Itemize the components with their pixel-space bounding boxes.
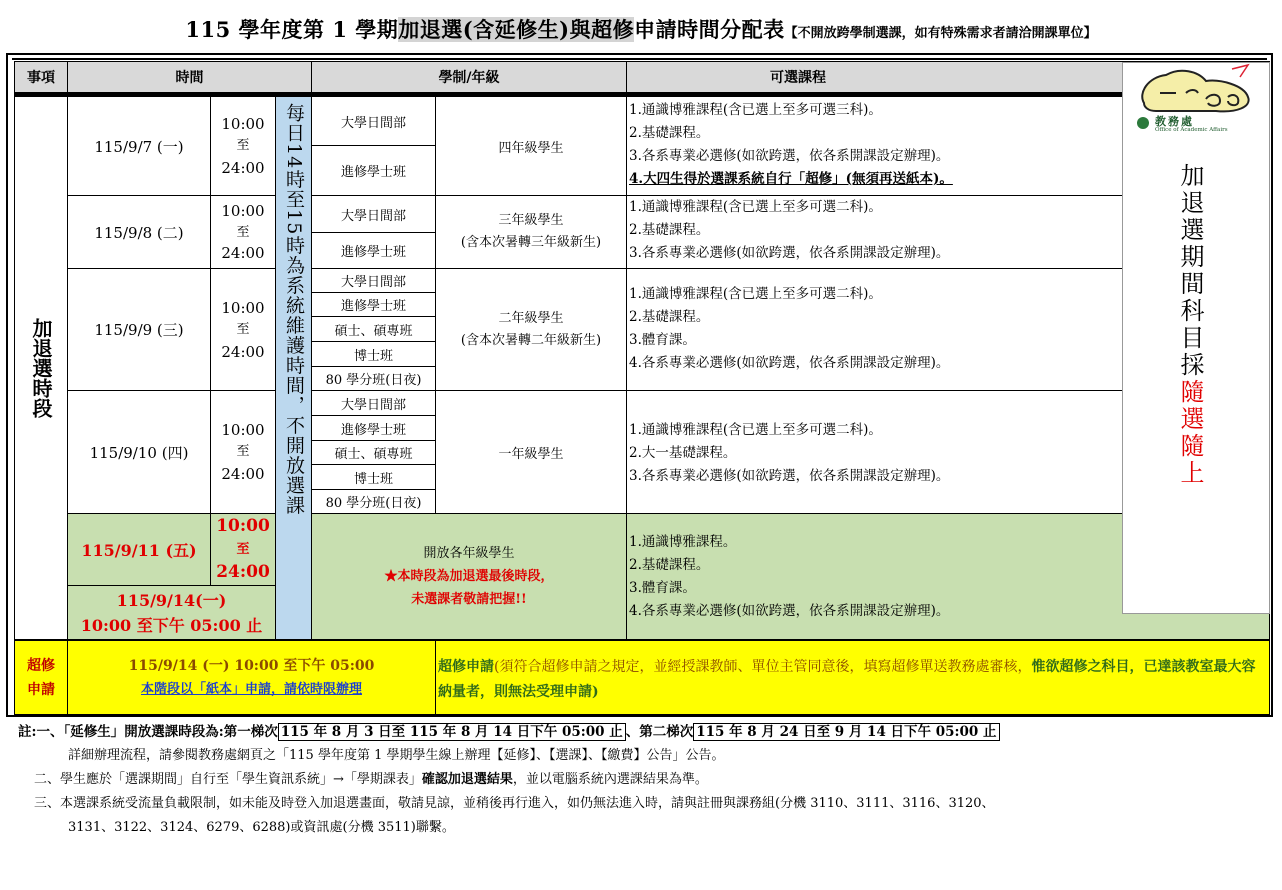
row2-grade: 三年級學生 (含本次暑轉三年級新生) [435, 195, 627, 269]
paper-application-link[interactable]: 本階段以「紙本」申請，請依時限辦理 [140, 681, 362, 697]
row4-program-4: 博士班 [311, 464, 436, 490]
row4-courses: 1.通識博雅課程(含已選上至多可選二科)。 2.大一基礎課程。 3.各系專業必選修(如欲跨選，依各系開課設定辦理)。 [626, 390, 1270, 514]
side-note: 加退選期間科目採隨選隨上 [1176, 163, 1204, 487]
row3-program-4: 博士班 [311, 341, 436, 367]
row4-program-1: 大學日間部 [311, 390, 436, 416]
header-system: 學制/年級 [311, 61, 627, 93]
mascot-logo-icon [1136, 63, 1256, 115]
row3-program-3: 碩士、碩專班 [311, 316, 436, 342]
row2-program-1: 大學日間部 [311, 195, 436, 233]
final-extended-time: 115/9/14(一) 10:00 至下午 05:00 止 [67, 585, 276, 640]
final-date: 115/9/11 (五) [67, 513, 211, 586]
final-open: 開放各年級學生 ★本時段為加退選最後時段， 未選課者敬請把握!! [311, 513, 627, 640]
overload-time: 115/9/14 (一) 10:00 至下午 05:00 本階段以「紙本」申請，請依時限辦理 [67, 640, 436, 715]
table-inner-border [12, 58, 1267, 60]
row3-program-2: 進修學士班 [311, 292, 436, 317]
row2-date: 115/9/8 (二) [67, 195, 211, 269]
row1-grade: 四年級學生 [435, 96, 627, 196]
header-time: 時間 [67, 61, 312, 93]
row1-date: 115/9/7 (一) [67, 96, 211, 196]
row4-program-3: 碩士、碩專班 [311, 440, 436, 465]
final-courses: 1.通識博雅課程。 2.基礎課程。 3.體育課。 4.各系專業必選修(如欲跨選，依各系開課設定辦理)。 [626, 513, 1270, 640]
row3-time: 10:00 至 24:00 [210, 268, 276, 391]
row3-courses: 1.通識博雅課程(含已選上至多可選二科)。 2.基礎課程。 3.體育課。 4.各系專業必選修(如欲跨選，依各系開課設定辦理)。 [626, 268, 1270, 391]
row4-grade: 一年級學生 [435, 390, 627, 514]
note-1: 註:一、「延修生」開放選課時段為:第一梯次 115 年 8 月 3 日至 115 年 8 月 14 日下午 05:00 止 、第二梯次 115 年 8 月 24 日至 9 月 14 日下午 05:00 止 [18, 720, 1278, 744]
header-item: 事項 [14, 61, 68, 93]
overload-desc: 超修申請(須符合超修申請之規定，並經授課教師、單位主管同意後，填寫超修單送教務處審核，惟欲超修之科目，已達該教室最大容納量者，則無法受理申請) [435, 640, 1270, 715]
row4-program-2: 進修學士班 [311, 415, 436, 441]
page-title: 115 學年度第 1 學期加退選(含延修生)與超修申請時間分配表【不開放跨學制選課，如有特殊需求者請洽開課單位】 [185, 17, 1097, 42]
header-courses: 可選課程 [626, 61, 1270, 93]
row1-time: 10:00 至 24:00 [210, 96, 276, 196]
notes: 註:一、「延修生」開放選課時段為:第一梯次 115 年 8 月 3 日至 115 年 8 月 14 日下午 05:00 止 、第二梯次 115 年 8 月 24 日至 9 月 14 日下午 05:00 止 詳細辦理流程，請參閱教務處網頁之「115 學年度第 1 學期學生線上辦理【延修】、【選課】、【繳費】公告」公告。 二、學生應於「選課期間」自行至「學生資訊系統」→「學期課表」確認加退選結果，並以電腦系統內選課結果為準。 三、本選課系統受流量負載限制，如未能及時登入加退選畫面，敬請見諒，並稍後再行進入，如仍無法進入時，請與註冊與課務組(分機 3110、3111、3116、3120、 3131、3122、3124、6279、6288)或資訊處(分機 3511)聯繫。 [18, 720, 1278, 840]
row1-program-1: 大學日間部 [311, 96, 436, 146]
seal-icon [1137, 117, 1149, 129]
note-3: 三、本選課系統受流量負載限制，如未能及時登入加退選畫面，敬請見諒，並稍後再行進入，如仍無法進入時，請與註冊與課務組(分機 3110、3111、3116、3120、 [34, 796, 995, 811]
row2-courses: 1.通識博雅課程(含已選上至多可選二科)。 2.基礎課程。 3.各系專業必選修(如欲跨選，依各系開課設定辦理)。 [626, 195, 1123, 269]
section-label: 加退選時段 [14, 96, 68, 640]
row3-grade: 二年級學生 (含本次暑轉二年級新生) [435, 268, 627, 391]
maintenance-note: 每日14時至15時為系統維護時間，不開放選課 [275, 96, 312, 640]
row3-program-1: 大學日間部 [311, 268, 436, 293]
row3-program-5: 80 學分班(日夜) [311, 366, 436, 391]
row4-date: 115/9/10 (四) [67, 390, 211, 514]
row2-program-2: 進修學士班 [311, 232, 436, 269]
row3-date: 115/9/9 (三) [67, 268, 211, 391]
row2-time: 10:00 至 24:00 [210, 195, 276, 269]
row4-time: 10:00 至 24:00 [210, 390, 276, 514]
row4-program-5: 80 學分班(日夜) [311, 489, 436, 514]
note-2: 二、學生應於「選課期間」自行至「學生資訊系統」→「學期課表」確認加退選結果，並以電腦系統內選課結果為準。 [34, 772, 708, 787]
row1-courses: 1.通識博雅課程(含已選上至多可選三科)。 2.基礎課程。 3.各系專業必選修(如欲跨選，依各系開課設定辦理)。 4.大四生得於選課系統自行「超修」(無須再送紙本)。 [626, 96, 1123, 196]
side-panel: 教務處 Office of Academic Affairs 加退選期間科目採隨選隨上 [1122, 62, 1270, 614]
final-time: 10:00 至 24:00 [210, 513, 276, 586]
row1-program-2: 進修學士班 [311, 145, 436, 196]
overload-label: 超修申請 [14, 640, 68, 715]
